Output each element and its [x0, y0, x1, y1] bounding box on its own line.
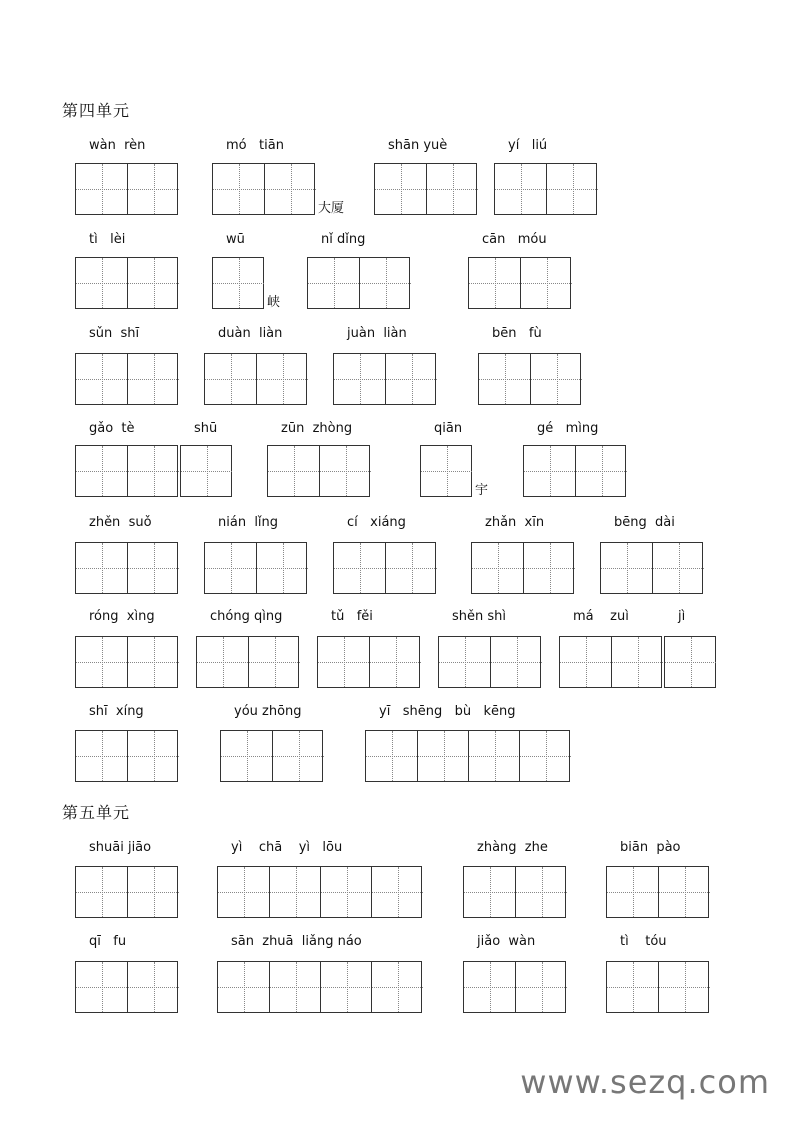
pinyin-label: cí xiáng [347, 515, 406, 530]
grid-guide-horizontal [197, 662, 248, 663]
unit-title: 第五单元 [62, 803, 131, 822]
grid-guide-horizontal [76, 892, 127, 893]
tianzige-cell [375, 164, 426, 214]
tianzige-box[interactable] [75, 961, 178, 1013]
tianzige-cell [181, 446, 232, 496]
grid-guide-horizontal [218, 892, 269, 893]
grid-guide-horizontal [320, 471, 371, 472]
tianzige-box[interactable] [438, 636, 541, 688]
grid-guide-horizontal [76, 189, 127, 190]
tianzige-box[interactable] [664, 636, 716, 688]
tianzige-cell [366, 731, 417, 781]
grid-guide-horizontal [273, 756, 324, 757]
grid-guide-horizontal [464, 987, 515, 988]
grid-guide-horizontal [221, 756, 272, 757]
pinyin-label: gǎo tè [89, 421, 135, 436]
tianzige-cell [369, 637, 421, 687]
tianzige-cell [213, 258, 264, 308]
tianzige-box[interactable] [420, 445, 472, 497]
pinyin-label: yì chā yì lōu [231, 840, 343, 855]
tianzige-box[interactable] [180, 445, 232, 497]
tianzige-cell [218, 962, 269, 1012]
tianzige-cell [256, 543, 308, 593]
grid-guide-horizontal [205, 568, 256, 569]
tianzige-cell [264, 164, 316, 214]
tianzige-cell [221, 731, 272, 781]
tianzige-box[interactable] [75, 257, 178, 309]
tianzige-box[interactable] [606, 866, 709, 918]
tianzige-cell [601, 543, 652, 593]
pinyin-label: nián lǐng [218, 515, 279, 530]
grid-guide-horizontal [270, 892, 321, 893]
grid-guide-horizontal [479, 379, 530, 380]
tianzige-cell [76, 543, 127, 593]
grid-guide-horizontal [472, 568, 523, 569]
tianzige-cell [76, 164, 127, 214]
pinyin-label: jiǎo wàn [477, 934, 536, 949]
grid-guide-horizontal [321, 892, 372, 893]
pinyin-label: chóng qìng [210, 609, 283, 624]
pinyin-label: biān pào [620, 840, 681, 855]
tianzige-cell [205, 354, 256, 404]
grid-guide-horizontal [516, 892, 567, 893]
grid-guide-horizontal [521, 283, 572, 284]
pinyin-label: cān móu [482, 232, 547, 247]
grid-guide-horizontal [386, 379, 437, 380]
tianzige-box[interactable] [75, 353, 178, 405]
grid-guide-horizontal [576, 471, 627, 472]
tianzige-box[interactable] [374, 163, 477, 215]
grid-guide-horizontal [469, 283, 520, 284]
tianzige-box[interactable] [204, 542, 307, 594]
grid-guide-horizontal [665, 662, 716, 663]
grid-guide-horizontal [516, 987, 567, 988]
grid-guide-horizontal [76, 283, 127, 284]
grid-guide-horizontal [318, 662, 369, 663]
pinyin-label: sǔn shī [89, 326, 140, 341]
tianzige-cell [127, 637, 179, 687]
grid-guide-horizontal [128, 283, 179, 284]
pinyin-label: yī shēng bù kēng [379, 704, 516, 719]
grid-guide-horizontal [366, 756, 417, 757]
pinyin-label: yóu zhōng [234, 704, 302, 719]
tianzige-box[interactable] [75, 866, 178, 918]
tianzige-box[interactable] [75, 542, 178, 594]
tianzige-cell [560, 637, 611, 687]
tianzige-cell [127, 962, 179, 1012]
tianzige-cell [523, 543, 575, 593]
grid-guide-horizontal [421, 471, 472, 472]
tianzige-cell [490, 637, 542, 687]
pinyin-label: duàn liàn [218, 326, 283, 341]
tianzige-cell [320, 867, 372, 917]
tianzige-box[interactable] [317, 636, 420, 688]
tianzige-cell [127, 164, 179, 214]
grid-guide-horizontal [607, 987, 658, 988]
tianzige-cell [515, 962, 567, 1012]
grid-guide-horizontal [128, 756, 179, 757]
grid-guide-horizontal [257, 568, 308, 569]
grid-guide-horizontal [375, 189, 426, 190]
grid-guide-horizontal [469, 756, 520, 757]
tianzige-cell [495, 164, 546, 214]
tianzige-cell [530, 354, 582, 404]
grid-guide-horizontal [439, 662, 490, 663]
tianzige-cell [269, 867, 321, 917]
pinyin-label: bēng dài [614, 515, 675, 530]
tianzige-box[interactable] [494, 163, 597, 215]
tianzige-box[interactable] [559, 636, 662, 688]
grid-guide-horizontal [128, 987, 179, 988]
grid-guide-horizontal [560, 662, 611, 663]
tianzige-box[interactable] [471, 542, 574, 594]
tianzige-cell [607, 962, 658, 1012]
tianzige-box[interactable] [523, 445, 626, 497]
tianzige-cell [127, 867, 179, 917]
grid-guide-horizontal [76, 662, 127, 663]
tianzige-cell [76, 867, 127, 917]
tianzige-box[interactable] [600, 542, 703, 594]
pinyin-label: shū [194, 421, 218, 436]
pinyin-label: yí liú [508, 138, 548, 153]
grid-guide-horizontal [547, 189, 598, 190]
tianzige-cell [426, 164, 478, 214]
grid-guide-horizontal [659, 987, 710, 988]
grid-guide-horizontal [76, 568, 127, 569]
tianzige-cell [269, 962, 321, 1012]
tianzige-cell [319, 446, 371, 496]
tianzige-box[interactable] [75, 445, 178, 497]
tianzige-cell [439, 637, 490, 687]
grid-guide-horizontal [128, 892, 179, 893]
grid-guide-horizontal [612, 662, 663, 663]
tianzige-cell [658, 962, 710, 1012]
tianzige-box[interactable] [75, 163, 178, 215]
pinyin-label: jì [678, 609, 686, 624]
grid-guide-horizontal [76, 471, 127, 472]
tianzige-cell [469, 258, 520, 308]
tianzige-cell [520, 258, 572, 308]
pinyin-label: juàn liàn [347, 326, 407, 341]
tianzige-cell [479, 354, 530, 404]
tianzige-cell [256, 354, 308, 404]
tianzige-box[interactable] [217, 866, 422, 918]
tianzige-box[interactable] [333, 542, 436, 594]
pinyin-label: nǐ dǐng [321, 232, 366, 247]
tianzige-cell [76, 731, 127, 781]
pinyin-label: sān zhuā liǎng náo [231, 934, 362, 949]
grid-guide-horizontal [265, 189, 316, 190]
given-character: 宇 [475, 483, 489, 498]
pinyin-label: zūn zhòng [281, 421, 353, 436]
tianzige-cell [197, 637, 248, 687]
tianzige-cell [308, 258, 359, 308]
tianzige-cell [385, 543, 437, 593]
pinyin-label: shěn shì [452, 609, 507, 624]
tianzige-cell [320, 962, 372, 1012]
tianzige-cell [575, 446, 627, 496]
grid-guide-horizontal [76, 987, 127, 988]
tianzige-cell [127, 731, 179, 781]
tianzige-box[interactable] [463, 961, 566, 1013]
grid-guide-horizontal [268, 471, 319, 472]
grid-guide-horizontal [205, 379, 256, 380]
pinyin-label: tǔ fěi [331, 609, 373, 624]
tianzige-cell [468, 731, 520, 781]
pinyin-label: wàn rèn [89, 138, 146, 153]
grid-guide-horizontal [321, 987, 372, 988]
tianzige-box[interactable] [365, 730, 570, 782]
grid-guide-horizontal [128, 471, 179, 472]
tianzige-box[interactable] [212, 257, 264, 309]
tianzige-cell [652, 543, 704, 593]
tianzige-cell [127, 446, 179, 496]
tianzige-cell [318, 637, 369, 687]
tianzige-cell [371, 867, 423, 917]
grid-guide-horizontal [360, 283, 411, 284]
grid-guide-horizontal [659, 892, 710, 893]
pinyin-label: mó tiān [226, 138, 284, 153]
grid-guide-horizontal [128, 662, 179, 663]
grid-guide-horizontal [524, 568, 575, 569]
grid-guide-horizontal [213, 189, 264, 190]
grid-guide-horizontal [128, 379, 179, 380]
tianzige-cell [421, 446, 472, 496]
grid-guide-horizontal [257, 379, 308, 380]
grid-guide-horizontal [491, 662, 542, 663]
pinyin-label: qī fu [89, 934, 127, 949]
tianzige-box[interactable] [463, 866, 566, 918]
tianzige-cell [127, 354, 179, 404]
tianzige-cell [417, 731, 469, 781]
grid-guide-horizontal [76, 379, 127, 380]
tianzige-cell [611, 637, 663, 687]
tianzige-cell [607, 867, 658, 917]
tianzige-cell [76, 446, 127, 496]
tianzige-box[interactable] [75, 730, 178, 782]
grid-guide-horizontal [601, 568, 652, 569]
tianzige-cell [205, 543, 256, 593]
tianzige-cell [665, 637, 716, 687]
tianzige-cell [76, 637, 127, 687]
tianzige-box[interactable] [75, 636, 178, 688]
tianzige-cell [359, 258, 411, 308]
tianzige-cell [76, 258, 127, 308]
grid-guide-horizontal [128, 189, 179, 190]
grid-guide-horizontal [386, 568, 437, 569]
pinyin-label: shuāi jiāo [89, 840, 152, 855]
tianzige-box[interactable] [468, 257, 571, 309]
grid-guide-horizontal [181, 471, 232, 472]
tianzige-box[interactable] [220, 730, 323, 782]
grid-guide-horizontal [249, 662, 300, 663]
tianzige-box[interactable] [333, 353, 436, 405]
tianzige-cell [371, 962, 423, 1012]
pinyin-label: zhǎn xīn [485, 515, 545, 530]
tianzige-box[interactable] [217, 961, 422, 1013]
grid-guide-horizontal [218, 987, 269, 988]
tianzige-cell [213, 164, 264, 214]
tianzige-cell [385, 354, 437, 404]
pinyin-label: bēn fù [492, 326, 542, 341]
tianzige-cell [515, 867, 567, 917]
grid-guide-horizontal [372, 892, 423, 893]
grid-guide-horizontal [334, 568, 385, 569]
grid-guide-horizontal [334, 379, 385, 380]
tianzige-cell [272, 731, 324, 781]
tianzige-cell [519, 731, 571, 781]
grid-guide-horizontal [308, 283, 359, 284]
tianzige-box[interactable] [196, 636, 299, 688]
tianzige-box[interactable] [606, 961, 709, 1013]
pinyin-label: má zuì [573, 609, 629, 624]
tianzige-box[interactable] [212, 163, 315, 215]
pinyin-label: tì tóu [620, 934, 667, 949]
tianzige-cell [334, 354, 385, 404]
pinyin-label: gé mìng [537, 421, 599, 436]
tianzige-box[interactable] [478, 353, 581, 405]
pinyin-label: shān yuè [388, 138, 448, 153]
pinyin-label: qiān [434, 421, 463, 436]
grid-guide-horizontal [372, 987, 423, 988]
grid-guide-horizontal [427, 189, 478, 190]
pinyin-label: shī xíng [89, 704, 144, 719]
given-character: 峡 [267, 295, 281, 310]
tianzige-cell [218, 867, 269, 917]
tianzige-cell [464, 867, 515, 917]
grid-guide-horizontal [607, 892, 658, 893]
tianzige-box[interactable] [204, 353, 307, 405]
grid-guide-horizontal [495, 189, 546, 190]
watermark: www.sezq.com [520, 1063, 770, 1101]
pinyin-label: róng xìng [89, 609, 155, 624]
grid-guide-horizontal [128, 568, 179, 569]
grid-guide-horizontal [653, 568, 704, 569]
tianzige-cell [248, 637, 300, 687]
grid-guide-horizontal [520, 756, 571, 757]
tianzige-cell [127, 258, 179, 308]
tianzige-box[interactable] [307, 257, 410, 309]
pinyin-label: tì lèi [89, 232, 126, 247]
grid-guide-horizontal [270, 987, 321, 988]
grid-guide-horizontal [370, 662, 421, 663]
grid-guide-horizontal [524, 471, 575, 472]
tianzige-cell [658, 867, 710, 917]
given-character: 大厦 [318, 201, 345, 216]
pinyin-label: zhěn suǒ [89, 515, 152, 530]
unit-title: 第四单元 [62, 101, 131, 120]
tianzige-cell [76, 354, 127, 404]
tianzige-cell [127, 543, 179, 593]
tianzige-cell [464, 962, 515, 1012]
tianzige-cell [472, 543, 523, 593]
tianzige-cell [334, 543, 385, 593]
pinyin-label: wū [226, 232, 245, 247]
tianzige-cell [546, 164, 598, 214]
tianzige-box[interactable] [267, 445, 370, 497]
grid-guide-horizontal [213, 283, 264, 284]
grid-guide-horizontal [76, 756, 127, 757]
tianzige-cell [524, 446, 575, 496]
tianzige-cell [76, 962, 127, 1012]
grid-guide-horizontal [531, 379, 582, 380]
pinyin-label: zhàng zhe [477, 840, 548, 855]
grid-guide-horizontal [464, 892, 515, 893]
tianzige-cell [268, 446, 319, 496]
grid-guide-horizontal [418, 756, 469, 757]
